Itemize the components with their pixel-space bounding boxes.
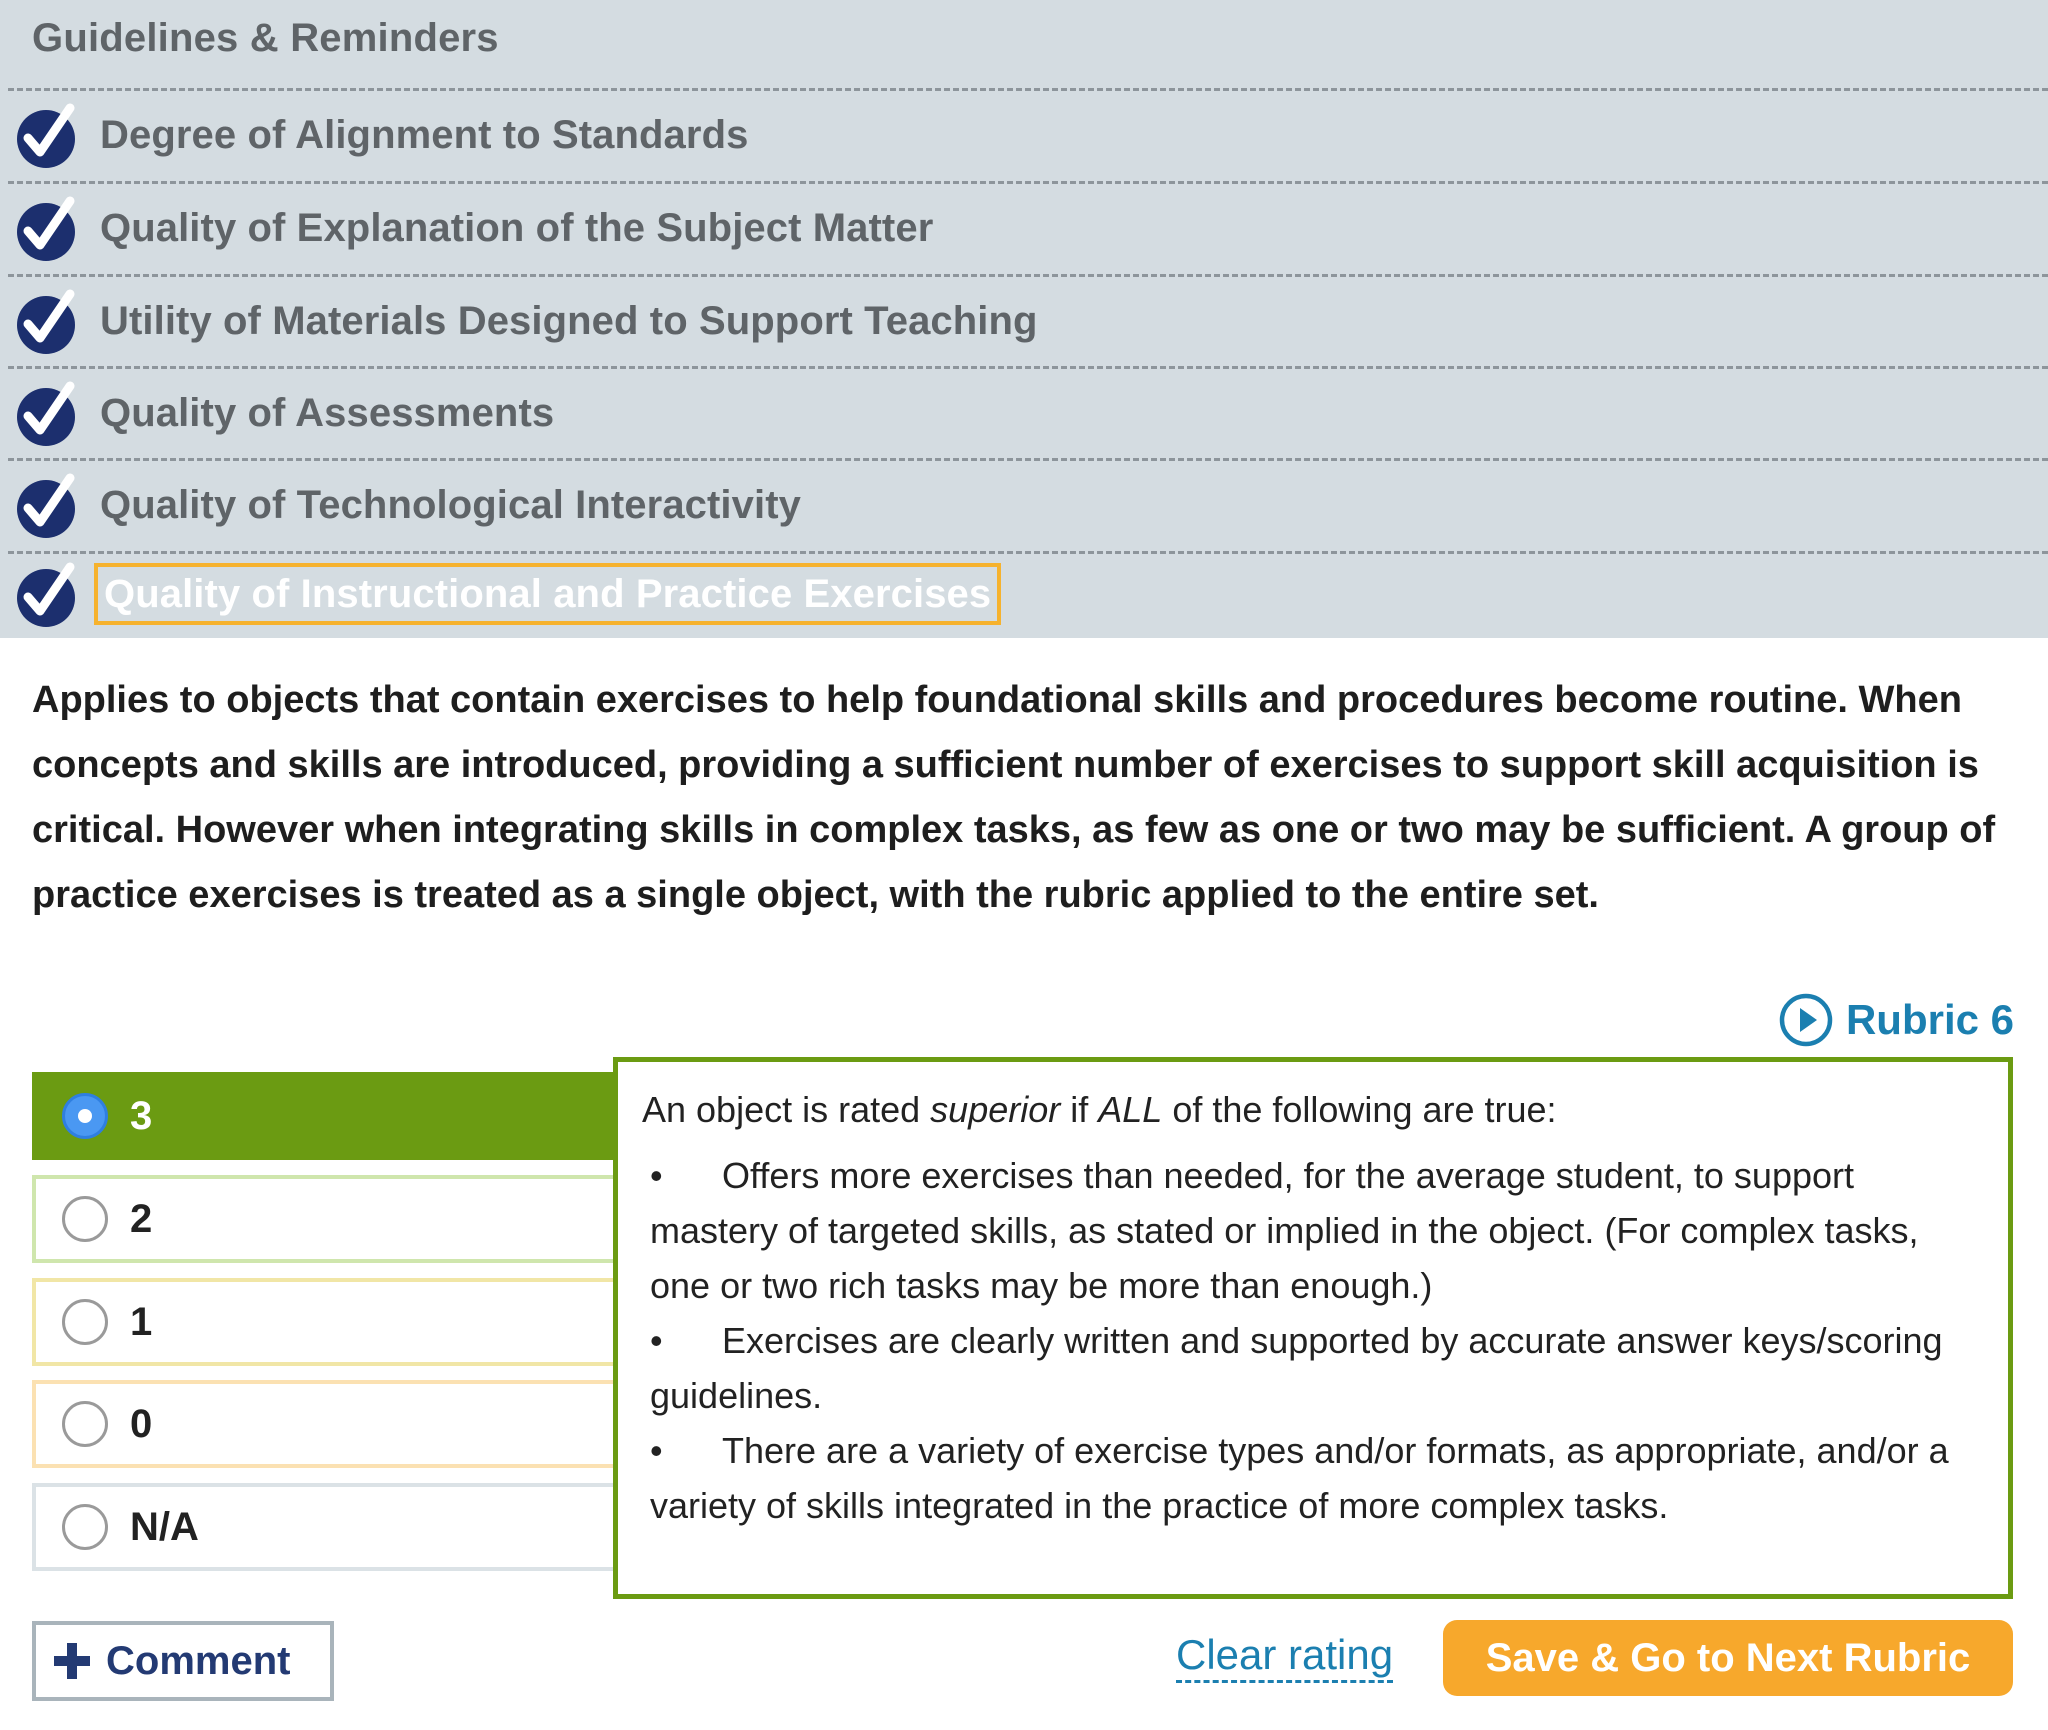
guideline-label: Utility of Materials Designed to Support Teaching [100, 298, 1038, 343]
guideline-label: Quality of Explanation of the Subject Matter [100, 205, 934, 250]
guideline-item-explanation[interactable] [12, 188, 2048, 268]
check-icon [12, 100, 82, 170]
guideline-label: Quality of Technological Interactivity [100, 482, 801, 527]
rating-option-1[interactable] [32, 1278, 638, 1366]
guideline-item-utility[interactable] [12, 281, 2048, 361]
guideline-item-interactivity[interactable] [12, 465, 2048, 545]
rubric-link-label: Rubric 6 [1845, 996, 2014, 1043]
guideline-item-exercises[interactable] [12, 554, 2048, 634]
rating-label: 0 [130, 1401, 153, 1446]
radio-button[interactable] [62, 1196, 108, 1242]
guideline-item-assessments[interactable] [12, 373, 2048, 453]
check-icon [12, 378, 82, 448]
tooltip-intro [642, 1086, 1978, 1134]
rating-tooltip [613, 1057, 2013, 1599]
radio-button[interactable] [62, 1299, 108, 1345]
divider [8, 458, 2048, 461]
tooltip-intro-emphasis: superior [930, 1089, 1061, 1130]
guideline-label: Degree of Alignment to Standards [100, 112, 749, 157]
comment-label: Comment [106, 1638, 291, 1683]
guideline-item-alignment[interactable] [12, 95, 2048, 175]
plus-icon [52, 1641, 92, 1681]
check-icon [12, 470, 82, 540]
rubric-link[interactable] [1778, 992, 2014, 1048]
guidelines-panel [0, 0, 2048, 638]
tooltip-intro-text: if [1060, 1089, 1099, 1130]
divider [8, 366, 2048, 369]
rating-option-3[interactable] [32, 1072, 638, 1160]
divider [8, 274, 2048, 277]
divider [8, 181, 2048, 184]
clear-rating-link[interactable]: Clear rating [1176, 1630, 1393, 1683]
rating-label: 2 [130, 1196, 153, 1241]
check-icon [12, 559, 82, 629]
radio-button[interactable] [62, 1401, 108, 1447]
tooltip-intro-emphasis: ALL [1098, 1089, 1163, 1130]
tooltip-intro-text: of the following are true: [1162, 1089, 1557, 1130]
radio-button-selected[interactable] [62, 1093, 108, 1139]
guideline-label-active: Quality of Instructional and Practice Exercises [94, 563, 1001, 625]
rating-label: 1 [130, 1299, 153, 1344]
check-icon [12, 193, 82, 263]
divider [8, 88, 2048, 91]
rating-option-0[interactable] [32, 1380, 638, 1468]
guideline-label: Quality of Assessments [100, 390, 555, 435]
add-comment-button[interactable] [32, 1621, 334, 1701]
play-circle-icon [1778, 992, 1834, 1048]
radio-button[interactable] [62, 1504, 108, 1550]
rating-option-2[interactable] [32, 1175, 638, 1263]
save-next-rubric-button[interactable]: Save & Go to Next Rubric [1443, 1620, 2013, 1696]
check-icon [12, 286, 82, 356]
tooltip-criterion: • There are a variety of exercise types and/or formats, as appropriate, and/or a variety of skills integrated in the practice of more complex tasks. [642, 1423, 1978, 1533]
guidelines-header: Guidelines & Reminders [32, 16, 499, 60]
tooltip-criterion: • Offers more exercises than needed, for the average student, to support mastery of targeted skills, as stated or implied in the object. (For complex tasks, one or two rich tasks may be more than enough.) [642, 1148, 1978, 1313]
rating-option-na[interactable] [32, 1483, 638, 1571]
tooltip-intro-text: An object is rated [642, 1089, 931, 1130]
tooltip-criteria-list [642, 1148, 1978, 1533]
rating-label: 3 [130, 1093, 153, 1138]
rubric-description: Applies to objects that contain exercises to help foundational skills and procedures become routine. When concepts and skills are introduced, providing a sufficient number of exercises to support skill acquisition is critical. However when integrating skills in complex tasks, as few as one or two may be sufficient. A group of practice exercises is treated as a single object, with the rubric applied to the entire set. [32, 679, 1996, 916]
rating-label: N/A [130, 1504, 199, 1549]
tooltip-criterion: • Exercises are clearly written and supported by accurate answer keys/scoring guidelines. [642, 1313, 1978, 1423]
